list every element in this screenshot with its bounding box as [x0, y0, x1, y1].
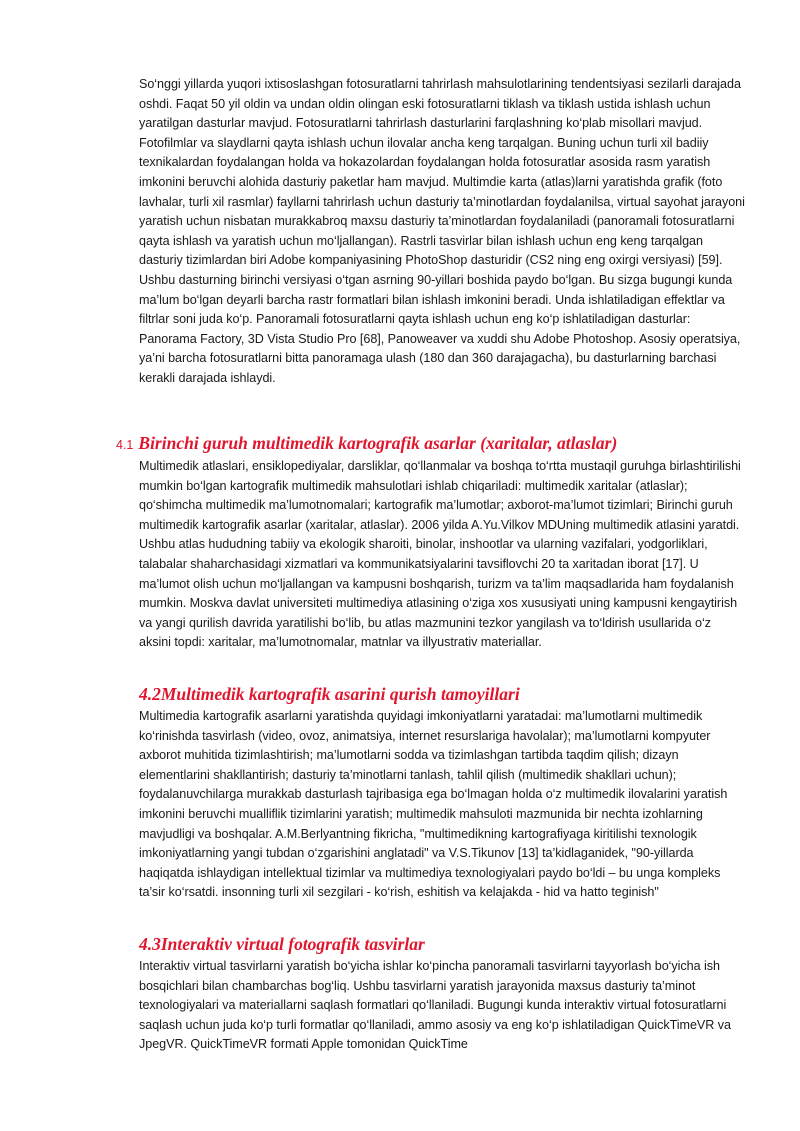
- section-number: 4.1: [116, 438, 134, 452]
- body-paragraph: Interaktiv virtual tasvirlarni yaratish bo‘yicha ishlar ko‘pincha panoramali tasvirlarni tayyorlash bo‘yicha ish bosqichlari bilan chambarchas bog‘liq. Ushbu tasvirlarni yaratish jarayonida maxsus dasturiy ta’minot texnologiyalari va materiallarni saqlash formatlari qo‘llaniladi. Bugungi kunda interaktiv virtual fotosuratlarni saqlash uchun juda ko‘p turli formatlar qo‘llaniladi, ammo asosiy va eng ko‘p ishlatiladigan QuickTimeVR va JpegVR. QuickTimeVR formati Apple tomonidan QuickTime: [139, 959, 731, 1052]
- section-heading-4-3: 4.3Interaktiv virtual fotografik tasvirlar: [139, 934, 425, 954]
- body-paragraph: So‘nggi yillarda yuqori ixtisoslashgan fotosuratlarni tahrirlash mahsulotlarining tendentsiyasi sezilarli darajada oshdi. Faqat 50 yil oldin va undan oldin olingan eski fotosuratlarni tiklash va tiklash ustida ishlash uchun yaratilgan dasturlar mavjud. Fotosuratlarni tahrirlash dasturlarini farqlashning ko‘plab misollari mavjud. Fotofilmlar va slaydlarni qayta ishlash uchun ilovalar ancha keng tarqalgan. Buning uchun turli xil badiiy texnikalardan foydalangan holda va hokazolardan foydalangan holda fotosuratlar asosida rasm yaratish imkonini beruvchi alohida dasturiy paketlar ham mavjud. Multimdie karta (atlas)larni yaratishda grafik (foto lavhalar, turli xil rasmlar) fayllarni tahrirlash uchun dasturiy ta’minotlardan foydalanilsa, virtual sayohat jarayoni yaratish uchun nisbatan murakkabroq maxsu dasturiy ta’minotlardan foydalaniladi (panoramali fotosuratlarni qayta ishlash va yaratish uchun mo‘ljallangan). Rastrli tasvirlar bilan ishlash uchun eng keng tarqalgan dasturiy tizimlardan biri Adobe kompaniyasining PhotoShop dasturidir (CS2 ning eng oxirgi versiyasi) [59]. Ushbu dasturning birinchi versiyasi o‘tgan asrning 90-yillari boshida paydo bo‘lgan. Bu sizga bugungi kunda ma’lum bo‘lgan deyarli barcha rastr formatlari bilan ishlash imkonini beradi. Unda ishlatiladigan effektlar va filtrlar soni juda ko‘p. Panoramali fotosuratlarni qayta ishlash uchun eng ko‘p ishlatiladigan dasturlar: Panorama Factory, 3D Vista Studio Pro [68], Panoweaver va xuddi shu Adobe Photoshop. Asosiy operatsiya, ya’ni barcha fotosuratlarni bitta panoramaga ulash (180 dan 360 darajagacha), bu dasturlarning barchasi kerakli darajada ishlaydi.: [139, 77, 745, 385]
- section-heading-4-2: 4.2Multimedik kartografik asarini qurish tamoyillari: [139, 684, 520, 704]
- body-paragraph: Multimedia kartografik asarlarni yaratishda quyidagi imkoniyatlarni yaratadai: ma’lumotlarni multimedik ko‘rinishda tasvirlash (video, ovoz, animatsiya, internet resurslariga havolalar); ma’lumotlarni kompyuter axborot muhitida tizimlashtirish; ma’lumotlarni sodda va tizimlashgan tartibda taqdim qilish; dizayn elementlarini shakllantirish; dasturiy ta’minotlarni tanlash, tahlil qilish (multimedik shakllari uchun); foydalanuvchilarga murakkab dasturlash tajribasiga ega bo‘lmagan holda o‘z multimedik ilovalarini yaratish imkonini beruvchi mualliflik tizimlarini yaratish; multimedik mahsuloti mazmunida bir nechta izohlarning mavjudligi va boshqalar. A.M.Berlyantning fikricha, "multimedikning kartografiyaga kiritilishi texnologik imkoniyatlarning yangi tubdan o‘zgarishini anglatadi" va V.S.Tikunov [13] ta’kidlaganidek, "90-yillarda haqiqatda ishlaydigan intellektual tizimlar va multimediya texnologiyalari paydo bo‘ldi – bu unga kompleks ta’sir ko‘rsatdi. insonning turli xil sezgilari - ko‘rish, eshitish va kelajakda - hid va hatto teginish": [139, 709, 728, 900]
- section-heading-4-1: [116, 432, 617, 456]
- section-title: Birinchi guruh multimedik kartografik asarlar (xaritalar, atlaslar): [138, 433, 618, 453]
- body-paragraph: Multimedik atlaslari, ensiklopediyalar, darsliklar, qo‘llanmalar va boshqa to‘rtta mustaqil guruhga birlashtirilishi mumkin bo‘lgan kartografik multimedik mahsulotlari ishlab chiqariladi: multimedik xaritalar (atlaslar); qo‘shimcha multimedik ma’lumotnomalari; kartografik ma’lumotlar; axborot-ma’lumot tizimlari; Birinchi guruh multimedik kartografik asarlar (xaritalar, atlaslar). 2006 yilda A.Yu.Vilkov MDUning multimedik atlasini yaratdi. Ushbu atlas hududning tabiiy va ekologik sharoiti, binolar, inshootlar va ularning vazifalari, yodgorliklari, talabalar shaharchasidagi xizmatlari va kommunikatsiyalarini tavsiflovchi 20 ta xaritadan iborat [17]. U ma’lumot olish uchun mo‘ljallangan va kampusni boshqarish, turizm va ta’lim maqsadlarida ham foydalanish mumkin. Moskva davlat universiteti multimediya atlasining o‘ziga xos xususiyati uning kampusni kengaytirish va yangi qurilish davrida yaratilishi bo‘lib, bu atlas mazmunini tezkor yangilash va to‘ldirish usullarida o‘z aksini topdi: xaritalar, ma’lumotnomalar, matnlar va illyustrativ materiallar.: [139, 459, 741, 650]
